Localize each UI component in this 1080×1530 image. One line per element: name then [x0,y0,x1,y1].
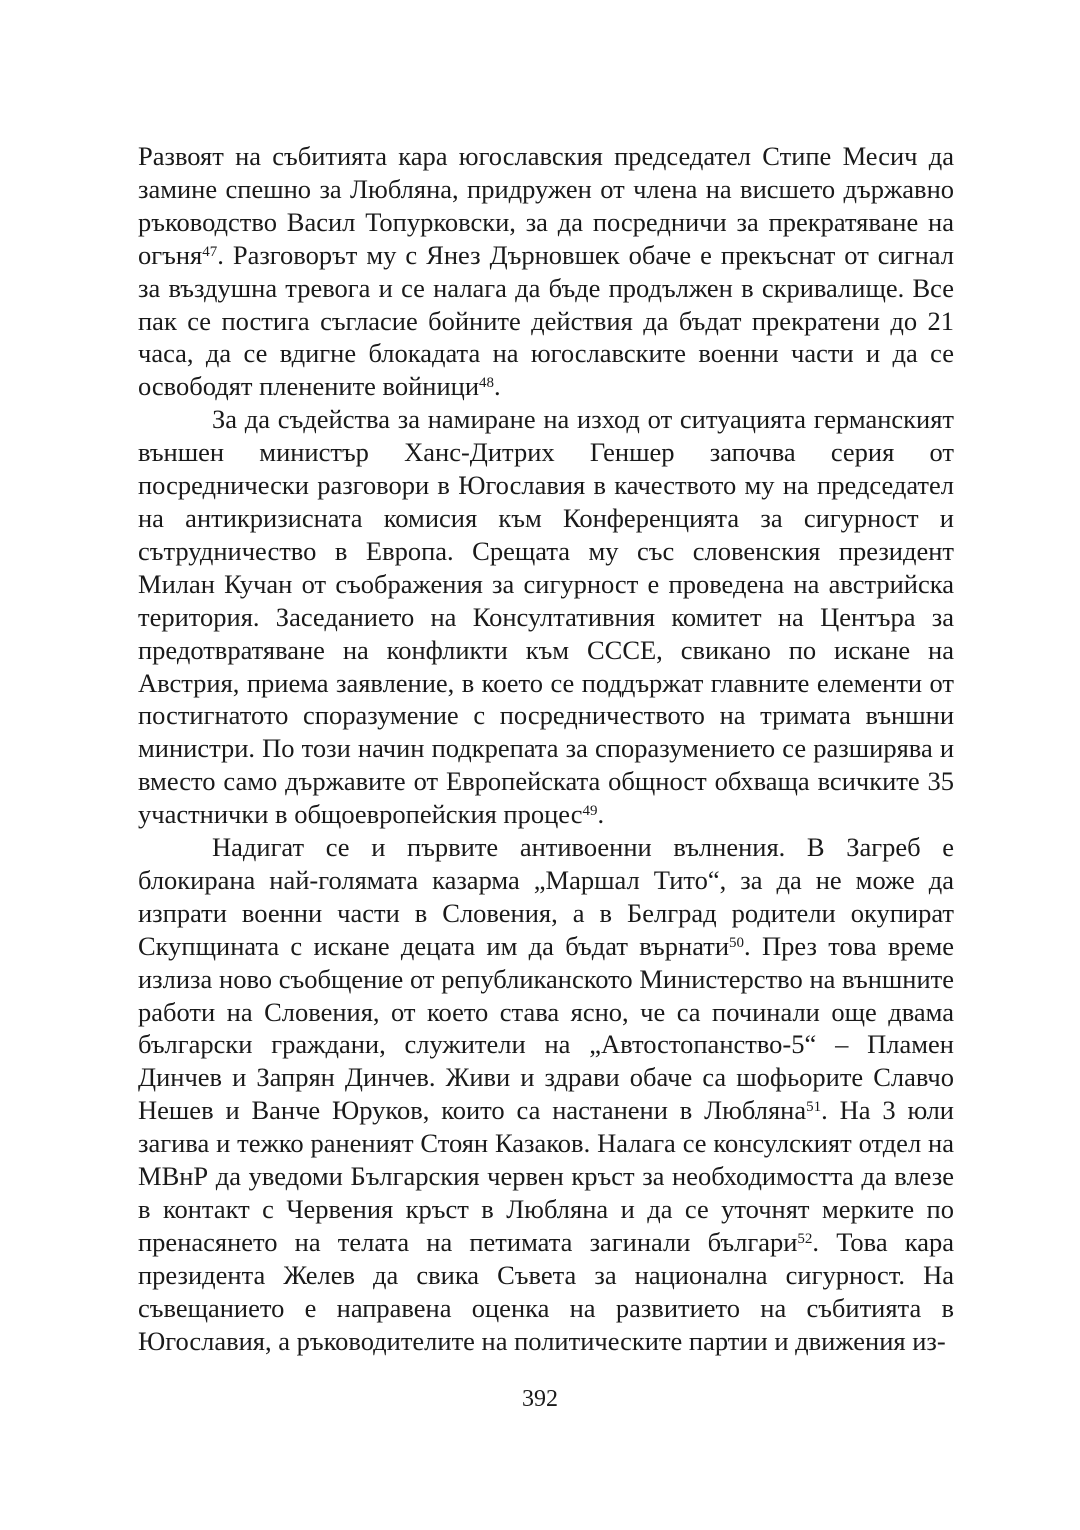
footnote-ref-50[interactable]: 50 [729,934,745,951]
body-text [138,140,954,1358]
footnote-ref-48[interactable]: 48 [479,375,495,392]
text-run: . Това кара президента Желев да свика Съвета за национална сигурност. На съвещанието е направена оценка на развитието на събитията в Югославия, а ръководителите на политическите партии и движения из- [138,1226,954,1356]
paragraph-2 [138,403,954,831]
text-run: . [597,799,605,830]
text-run: . Разговорът му с Янез Дърновшек обаче е прекъснат от сигнал за въздушна тревога и се налага да бъде продължен в скривалище. Все пак се постига съгласие бойните действия да бъдат прекратени до 21 часа, да се вдигне блокадата на югославските военни части и да се освободят пленените войници [138,239,954,402]
footnote-ref-51[interactable]: 51 [806,1099,822,1116]
text-run: Надигат се и първите антивоенни вълнения. В Загреб е блокирана най-голямата казарма „Маршал Тито“, за да не може да изпрати военни части в Словения, а в Белград родители окупират Скупщината с искане децата им да бъдат върнати [138,832,954,961]
footnote-ref-49[interactable]: 49 [582,802,598,819]
page-number: 392 [522,1386,558,1412]
text-run: . През това време излиза ново съобщение от републиканското Министерство на външните работи на Словения, от което става ясно, че са починали още двама български граждани, служители на „Автостопанство-5“ – Пламен Динчев и Запрян Динчев. Живи и здрави обаче са шофьорите Славчо Нешев и Ванче Юруков, които са настанени в Любляна [138,930,955,1126]
paragraph-1 [138,140,954,403]
footnote-ref-47[interactable]: 47 [202,243,218,260]
text-run: За да съдейства за намиране на изход от ситуацията германският външен министър Ханс-Дитрих Геншер започва серия от посреднически разговори в Югославия в качеството му на председател на антикризисната комисия към Конференцията за сигурност и сътрудничество в Европа. Срещата му със словенския президент Милан Кучан от съображения за сигурност е проведена на австрийска територия. Заседанието на Консултативния комитет на Центъра за предотвратяване на конфликти към СССЕ, свикано по искане на Австрия, приема заявление, в което се поддържат главните елементи от постигнатото споразумение с посредничеството на тримата външни министри. По този начин подкрепата за споразумението се разширява и вместо само държавите от Европейската общност обхваща всичките 35 участнички в общоевропейския процес [138,404,954,830]
paragraph-3 [138,831,954,1358]
text-run: . На 3 юли загива и тежко раненият Стоян Казаков. Налага се консулският отдел на МВнР да уведоми Българския червен кръст за необходимостта да влезе в контакт с Червения кръст в Любляна и да се уточнят мерките по пренасянето на телата на петимата загинали българи [138,1095,954,1257]
text-run: . [494,371,501,402]
footnote-ref-52[interactable]: 52 [797,1230,813,1247]
text-run: Развоят на събитията кара югославския председател Стипе Месич да замине спешно за Любляна, придружен от члена на висшето държавно ръководство Васил Топурковски, за да посредничи за прекратяване на огъня [138,141,954,270]
